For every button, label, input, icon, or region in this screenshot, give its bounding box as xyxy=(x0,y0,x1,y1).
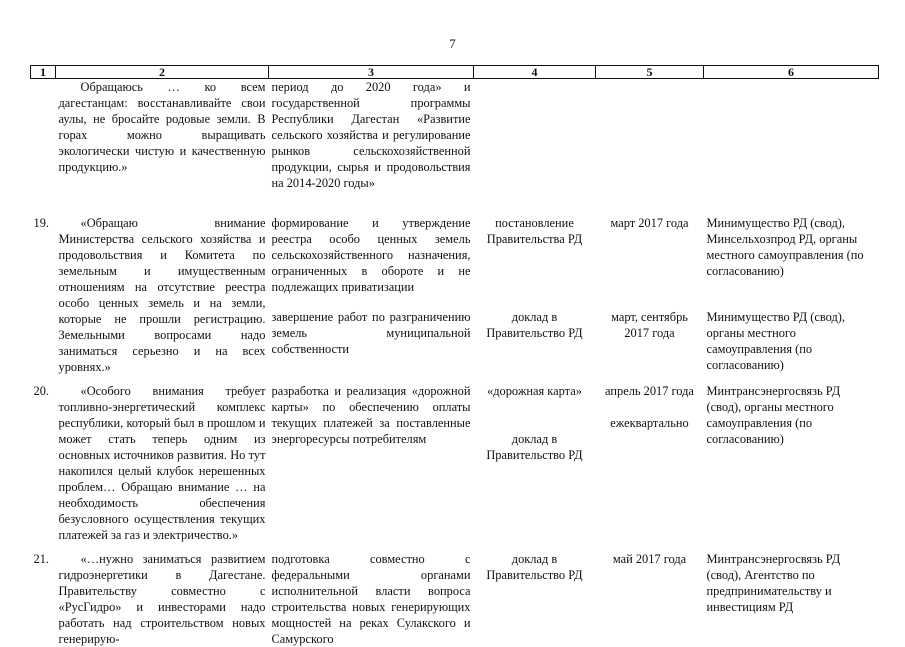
responsible xyxy=(704,79,879,192)
deadline-cell xyxy=(596,383,704,543)
address-quote: Обращаюсь … ко всем дагестанцам: восстанавливайте свои аулы, не бросайте родовые земли. В горах можно выращивать экологически чистую и качественную продукцию.» xyxy=(58,80,266,174)
address-quote: «Обращаю внимание Министерства сельского хозяйства и продовольствия и Комитета по земельным и имущественным отношениям на отсутствие реестра особо ценных земель и на земли, которые не прошли регистрацию. Земельными вопросами надо заниматься серьезно и на всех уровнях.» xyxy=(58,216,266,374)
header-col-4: 4 xyxy=(474,66,596,79)
deadline xyxy=(596,79,704,192)
table-row xyxy=(31,551,879,647)
document-form: доклад в Правительство РД xyxy=(486,552,583,582)
header-col-3: 3 xyxy=(269,66,474,79)
document-form: постановление Правительства РД xyxy=(486,216,583,246)
row-number: 21. xyxy=(33,552,49,566)
deadline: март 2017 года xyxy=(610,216,689,230)
responsible: Минтрансэнергосвязь РД (свод), Агентство по предпринимательству и инвестициям РД xyxy=(706,552,841,614)
header-col-6: 6 xyxy=(704,66,879,79)
deadline: апрель 2017 года xyxy=(605,384,694,398)
measure-text: формирование и утверждение реестра особо ценных земель сельскохозяйственного назначения, ограниченных в обороте и не подлежащих приватизации xyxy=(271,216,471,294)
row-number: 19. xyxy=(33,216,49,230)
measures-table xyxy=(30,65,879,647)
document-form: доклад в Правительство РД xyxy=(486,432,583,462)
header-col-5: 5 xyxy=(596,66,704,79)
measure-text: период до 2020 года» и государственной программы Республики Дагестан «Развитие сельского хозяйства и регулирование рынков сельскохозяйственной продукции, сырья и продовольствия на 2014-2020 годы» xyxy=(271,80,471,190)
table-row xyxy=(31,383,879,543)
responsible: Минтрансэнергосвязь РД (свод), органы местного самоуправления (по согласованию) xyxy=(706,384,841,446)
document-form: «дорожная карта» xyxy=(487,384,582,398)
measure-text: завершение работ по разграничению земель муниципальной собственности xyxy=(271,310,471,357)
document-form-cell xyxy=(474,383,596,543)
address-quote: «…нужно заниматься развитием гидроэнергетики в Дагестане. Правительству совместно с «РусГидро» и инвесторами надо работать над строительством новых генерирую- xyxy=(58,552,266,646)
document-form xyxy=(474,79,596,192)
row-number: 20. xyxy=(33,384,49,398)
document-form: доклад в Правительство РД xyxy=(486,310,583,341)
responsible: Минимущество РД (свод), органы местного самоуправления (по согласованию) xyxy=(706,310,846,373)
measure-text: разработка и реализация «дорожной карты» по обеспечению оплаты текущих платежей за поставленные энергоресурсы потребителям xyxy=(271,384,471,446)
deadline: ежеквартально xyxy=(610,416,689,430)
table-row xyxy=(31,79,879,192)
deadline: март, сентябрь 2017 года xyxy=(611,310,688,341)
deadline: май 2017 года xyxy=(612,552,687,566)
header-col-1: 1 xyxy=(31,66,56,79)
row-number xyxy=(31,79,56,192)
responsible: Минимущество РД (свод), Минсельхозпрод РД, органы местного самоуправления (по согласованию) xyxy=(706,216,864,278)
measure-text: подготовка совместно с федеральными органами исполнительной власти вопроса строительства новых генерирующих мощностей на реках Сулакского и Самурского xyxy=(271,552,471,646)
header-col-2: 2 xyxy=(56,66,269,79)
address-quote: «Особого внимания требует топливно-энергетический комплекс республики, который был в прошлом и может стать теперь одним из основных источников развития. Но тут накопился целый клубок нерешенных проблем… Обращаю внимание … на необходимость обеспечения безусловного осуществления текущих платежей за газ и электричество.» xyxy=(58,384,266,542)
table-row xyxy=(31,215,879,297)
page-number: 7 xyxy=(449,36,456,51)
header-row xyxy=(31,66,879,79)
